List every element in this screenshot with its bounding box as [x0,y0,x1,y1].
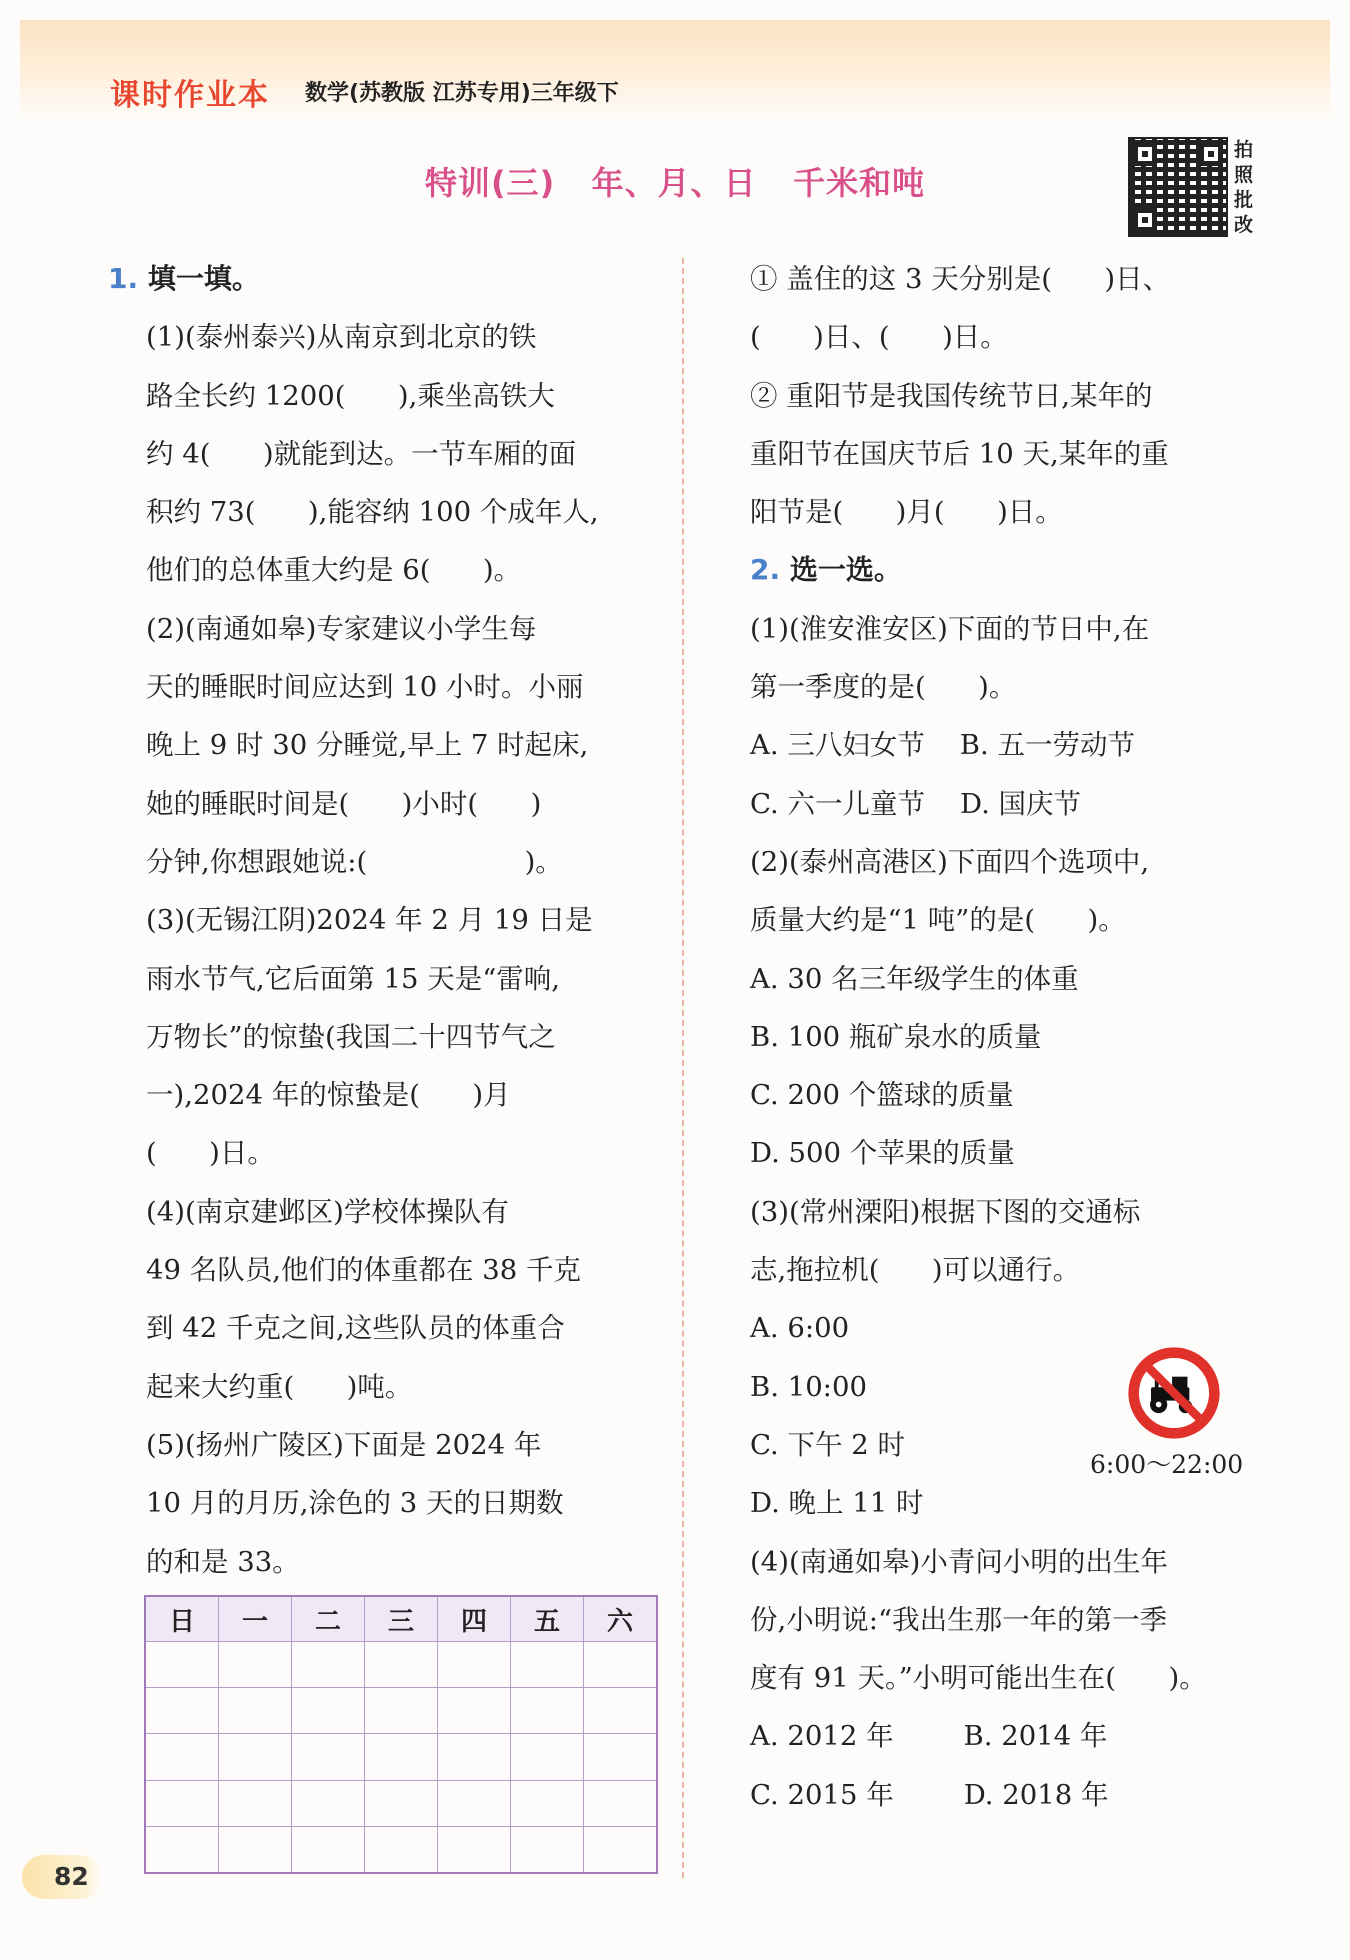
left-column [108,250,653,1591]
calendar-cell [219,1642,292,1688]
text-line: 重阳节在国庆节后 10 天,某年的重 [750,437,1169,470]
calendar-row [145,1734,657,1780]
calendar-cell [511,1642,584,1688]
calendar-header-row [145,1596,657,1642]
qr-label-char: 拍 [1234,139,1254,161]
text-line: C. 2015 年 D. 2018 年 [750,1778,1109,1811]
calendar-body [145,1642,657,1873]
calendar-weekday: 五 [511,1596,584,1642]
text-line: ② 重阳节是我国传统节日,某年的 [750,379,1153,412]
text-line: A. 三八妇女节 B. 五一劳动节 [750,729,1135,762]
text-line: 路全长约 1200( ),乘坐高铁大 [146,379,555,412]
text-line: 她的睡眠时间是( )小时( ) [146,787,542,820]
calendar-cell [584,1826,658,1873]
text-line: (4)(南京建邺区)学校体操队有 [146,1195,509,1228]
text-line: 起来大约重( )吨。 [146,1370,413,1403]
calendar-cell [219,1780,292,1826]
calendar-weekday: 六 [584,1596,658,1642]
qr-label [1234,138,1258,238]
calendar-cell [292,1688,365,1734]
calendar-cell [365,1826,438,1873]
question-heading [750,541,1265,599]
text-line: (3)(常州溧阳)根据下图的交通标 [750,1195,1141,1228]
right-column [750,250,1265,1824]
text-line: 的和是 33。 [146,1545,300,1578]
section-title: 特训(三) 年、月、日 千米和吨 [425,164,926,202]
column-divider [682,258,684,1878]
calendar-cell [584,1642,658,1688]
brand-title: 课时作业本 [110,78,270,113]
text-line: 到 42 千克之间,这些队员的体重合 [146,1312,565,1345]
calendar-table [144,1595,658,1874]
page-number: 82 [22,1855,102,1899]
calendar-cell [292,1826,365,1873]
calendar-row [145,1642,657,1688]
calendar-cell [292,1642,365,1688]
calendar-cell [365,1780,438,1826]
text-line: 10 月的月历,涂色的 3 天的日期数 [146,1487,564,1520]
calendar-cell [219,1826,292,1873]
qr-label-char: 批 [1234,189,1254,211]
calendar-cell [145,1642,219,1688]
text-line: 志,拖拉机( )可以通行。 [750,1254,1081,1287]
calendar-cell [292,1734,365,1780]
qr-label-char: 照 [1234,164,1254,186]
text-line: 质量大约是“1 吨”的是( )。 [750,904,1126,937]
text-line: 约 4( )就能到达。一节车厢的面 [146,437,577,470]
sign-time-caption: 6:00～22:00 [1090,1450,1244,1479]
qr-label-char: 改 [1234,214,1254,236]
calendar-cell [292,1780,365,1826]
calendar-cell [584,1734,658,1780]
calendar-cell [584,1780,658,1826]
text-line: (2)(泰州高港区)下面四个选项中, [750,845,1150,878]
text-line: 他们的总体重大约是 6( )。 [146,554,522,587]
text-line: 49 名队员,他们的体重都在 38 千克 [146,1254,581,1287]
text-line: C. 200 个篮球的质量 [750,1079,1014,1112]
text-line: (4)(南通如皋)小青问小明的出生年 [750,1545,1168,1578]
text-line: A. 2012 年 B. 2014 年 [750,1720,1108,1753]
calendar-weekday: 三 [365,1596,438,1642]
text-line: A. 6:00 [750,1312,850,1345]
text-line: 分钟,你想跟她说:( )。 [146,845,563,878]
calendar-cell [145,1826,219,1873]
qr-code-icon[interactable] [1128,137,1228,237]
calendar-cell [438,1826,511,1873]
calendar-cell [584,1688,658,1734]
calendar-weekday: 日 [145,1596,219,1642]
calendar-row [145,1688,657,1734]
text-line: (3)(无锡江阴)2024 年 2 月 19 日是 [146,904,593,937]
text-line: 份,小明说:“我出生那一年的第一季 [750,1603,1168,1636]
calendar-cell [511,1688,584,1734]
calendar-cell [365,1642,438,1688]
text-line: C. 六一儿童节 D. 国庆节 [750,787,1082,820]
text-line: 度有 91 天。”小明可能出生在( )。 [750,1662,1207,1695]
calendar-weekday: 四 [438,1596,511,1642]
text-line: 一),2024 年的惊蛰是( )月 [146,1079,511,1112]
question-heading-text: 填一填。 [138,262,260,295]
question-heading [108,250,653,308]
text-line: ( )日、( )日。 [750,321,1008,354]
text-line: ( )日。 [146,1137,275,1170]
question-heading-text: 选一选。 [780,553,902,587]
calendar-cell [145,1734,219,1780]
calendar-cell [511,1734,584,1780]
text-line: (1)(淮安淮安区)下面的节日中,在 [750,612,1150,645]
text-line: 天的睡眠时间应达到 10 小时。小丽 [146,671,584,704]
no-tractor-sign-icon [1126,1345,1222,1441]
calendar-cell [438,1688,511,1734]
calendar-cell [511,1780,584,1826]
calendar-cell [438,1780,511,1826]
calendar-weekday: 一 [219,1596,292,1642]
calendar-row [145,1780,657,1826]
text-line: A. 30 名三年级学生的体重 [750,962,1079,995]
text-line: 第一季度的是( )。 [750,671,1017,704]
calendar-row [145,1826,657,1873]
calendar-cell [145,1688,219,1734]
calendar-cell [438,1734,511,1780]
calendar-cell [438,1642,511,1688]
text-line: 晚上 9 时 30 分睡觉,早上 7 时起床, [146,729,589,762]
calendar-cell [365,1734,438,1780]
text-line: (1)(泰州泰兴)从南京到北京的铁 [146,321,537,354]
text-line: 阳节是( )月( )日。 [750,496,1063,529]
text-line: B. 100 瓶矿泉水的质量 [750,1020,1042,1053]
text-line: 雨水节气,它后面第 15 天是“雷响, [146,962,561,995]
calendar-cell [511,1826,584,1873]
book-subtitle: 数学(苏教版 江苏专用)三年级下 [305,81,619,106]
calendar-cell [365,1688,438,1734]
calendar-cell [145,1780,219,1826]
text-line: ① 盖住的这 3 天分别是( )日、 [750,263,1171,295]
text-line: B. 10:00 [750,1370,867,1403]
text-line: 万物长”的惊蛰(我国二十四节气之 [146,1020,556,1053]
text-line: D. 晚上 11 时 [750,1487,924,1520]
text-line: D. 500 个苹果的质量 [750,1137,1015,1170]
question-number: 1. [108,262,139,295]
calendar-cell [219,1734,292,1780]
text-line: (5)(扬州广陵区)下面是 2024 年 [146,1428,542,1461]
calendar-weekday: 二 [292,1596,365,1642]
question-number: 2. [750,553,781,587]
calendar-cell [219,1688,292,1734]
text-line: 积约 73( ),能容纳 100 个成年人, [146,496,599,529]
text-line: (2)(南通如皋)专家建议小学生每 [146,612,537,645]
text-line: C. 下午 2 时 [750,1428,906,1461]
